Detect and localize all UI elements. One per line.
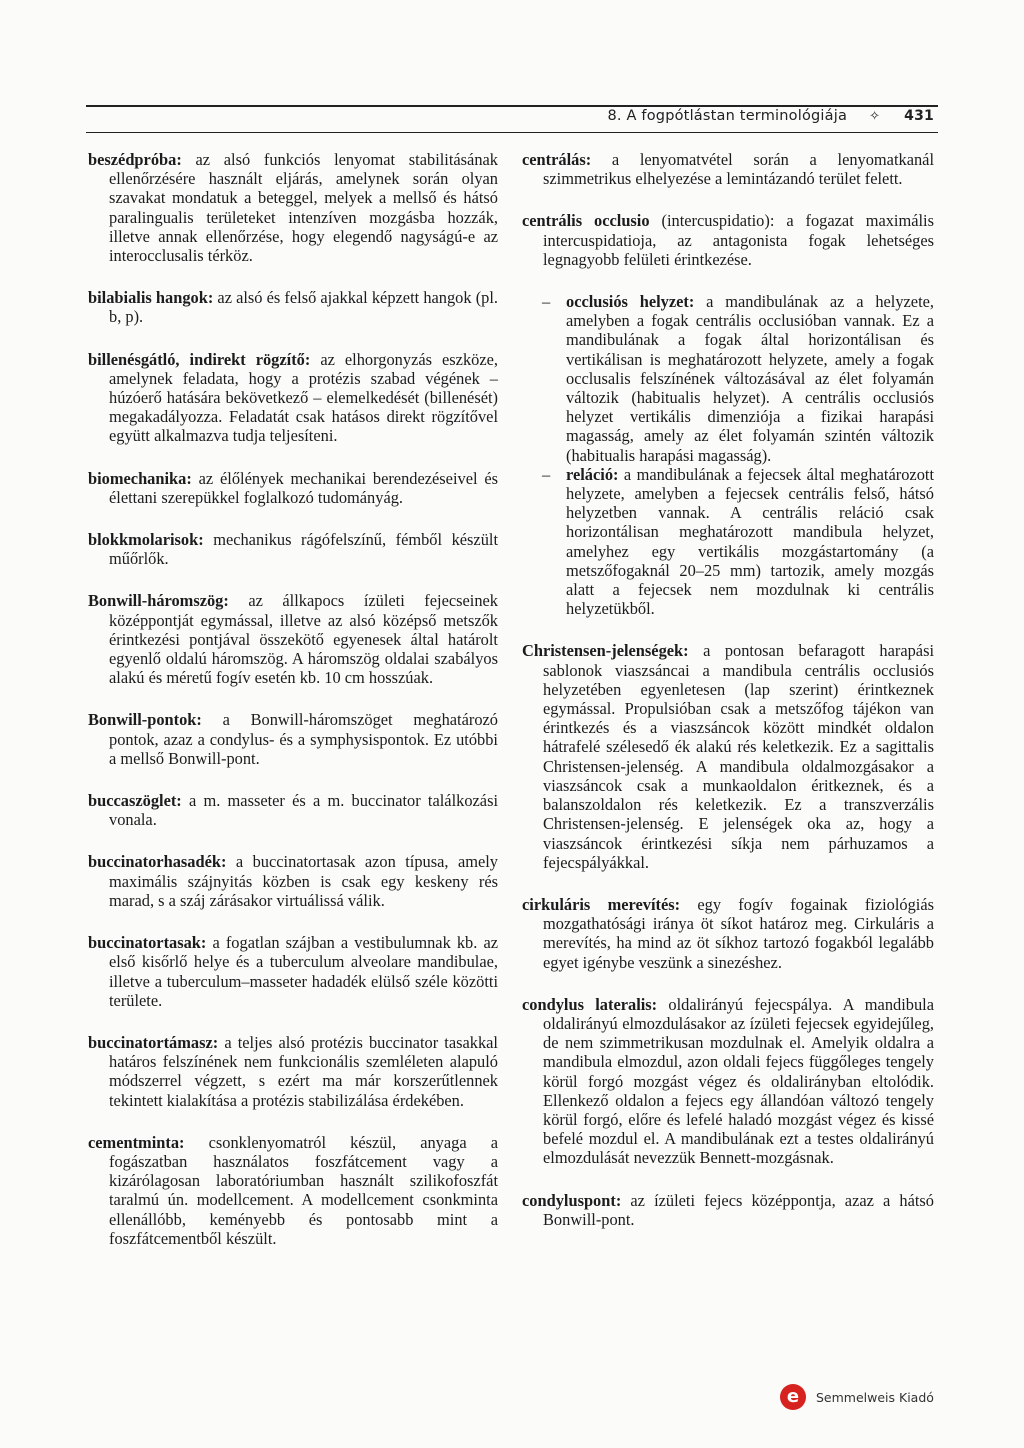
entry-definition: az elhorgonyzás eszköze, amelynek feladata, hogy a protézis szabad végének – húzóerő hatására bekövetkező – elemelkedését (billenését) megakadályozza. Feladatát csak hatásos direkt rögzítővel együtt alkalmazva tudja teljesíteni. xyxy=(109,349,498,446)
entry-term: Bonwill-háromszög: xyxy=(88,591,229,611)
running-head xyxy=(86,108,934,124)
entry-definition: csonklenyomatról készül, anyaga a fogászatban használatos foszfátcement vagy a kizárólagosan laboratóriumban használt szilikofoszfát taralmú ún. modellcement. A modellcement csonkminta ellenállóbb, keményebb és pontosabb mint a foszfátcementből készült. xyxy=(109,1132,498,1248)
glossary-entry xyxy=(88,530,498,568)
entry-term: billenésgátló, indirekt rögzítő: xyxy=(88,349,311,369)
sub-item-definition: a mandibulának az a helyzete, amelyben a fogak centrális occlusióban vannak. Ez a mandibulának a fogak által horizontálisan és vertikálisan is meghatározott helyzete, amely a fogak occlusalis felszínének változásával az élet folyamán változik (habitualis helyzet). A centrális occlusiós helyzet vertikális dimenziója a fizikai harapási magasság, amely az élet folyamán szintén változik (habitualis harapási magasság). xyxy=(566,292,935,465)
page-number: 431 xyxy=(904,108,934,124)
glossary-entry xyxy=(88,591,498,687)
glossary-entry xyxy=(88,852,498,910)
glossary-entry xyxy=(522,641,934,871)
glossary-entry xyxy=(522,150,934,188)
glossary-entry xyxy=(88,150,498,265)
entry-term: buccinatortasak: xyxy=(88,933,207,953)
entry-definition: az élőlények mechanikai berendezéseivel és élettani szerepükkel foglalkozó tudományág. xyxy=(109,468,498,507)
entry-term: condylus lateralis: xyxy=(522,994,658,1014)
glossary-entry xyxy=(88,791,498,829)
entry-term: centrális occlusio xyxy=(522,211,650,231)
entry-definition: a Bonwill-háromszöget meghatározó pontok, azaz a condylus- és a symphysispontok. Ez utóbbi a mellső Bonwill-pont. xyxy=(109,710,498,768)
entry-definition: az alsó és felső ajakkal képzett hangok (pl. b, p). xyxy=(109,288,498,327)
right-column xyxy=(522,150,934,1252)
sub-item xyxy=(522,465,934,619)
glossary-entry xyxy=(88,288,498,326)
entry-definition: oldalirányú fejecspálya. A mandibula oldalirányú elmozdulásakor az ízületi fejecsek egyidejűleg, de nem szimmetrikusan mozdulnak el. Amelyik oldalra a mandibula elmozdul, azon oldali fejecs függőleges tengely körül forgó mozgást végez és oldalirányban eltolódik. Ellenkező oldalon a fejecs egy állandóan változó tengely körül forgó, előre és lefelé haladó mozgást végez és kissé befelé mozdul el. A mandibulának ezt a testes oldalirányú elmozdulását nevezzük Bennett-mozgásnak. xyxy=(543,994,934,1168)
publisher-logo-icon: e xyxy=(780,1384,806,1410)
entry-term: condyluspont: xyxy=(522,1190,622,1210)
entry-term: biomechanika: xyxy=(88,468,192,488)
glossary-entry xyxy=(88,933,498,1010)
entry-term: cementminta: xyxy=(88,1132,185,1152)
entry-definition: (intercuspidatio): a fogazat maximális intercuspidatioja, az antagonista fogak lehetséges legnagyobb felületi érintkezése. xyxy=(543,211,934,269)
entry-term: Christensen-jelenségek: xyxy=(522,641,689,661)
entry-term: buccinatorhasadék: xyxy=(88,852,227,872)
dash-marker: – xyxy=(542,464,551,484)
sub-item-term: reláció: xyxy=(566,464,619,484)
entry-term: bilabialis hangok: xyxy=(88,288,214,308)
entry-definition: a teljes alsó protézis buccinator tasakkal határos felszínének nem funkcionális szemléleten alapuló módszerrel végzett, s ezért ma már korszerűtlennek tekintett kialakítása a protézis stabilizálása érdekében. xyxy=(109,1032,498,1110)
entry-term: Bonwill-pontok: xyxy=(88,710,202,730)
entry-definition: az állkapocs ízületi fejecseinek középpontját egymással, illetve az alsó középső metszők érintkezési pontjával összekötő egyenesek által határolt egyenlő oldalú háromszög. A háromszög oldalai szabályos alakú és méretű fogív esetén kb. 10 cm hosszúak. xyxy=(109,591,498,688)
entry-definition: a pontosan befaragott harapási sablonok viaszsáncai a mandibula centrális occlusiós helyzetében egyenletesen (lap szerint) érintkeznek egymással. Propulsióban csak a metszőfog tájékon van érintkezés és a viaszsáncok között mindkét oldalon hátrafelé szélesedő ék alakú rés keletkezik. Ez a sagittalis Christensen-jelenség. A mandibula oldalmozgásakor a viaszsáncok csak a munkaoldalon éritkeznek, és a balanszoldalon rés keletkezik. Ez a transzverzális Christensen-jelenség. E jelenségek oka az, hogy a viaszsáncok érintkezési síkja nem párhuzamos a fejecspályákkal. xyxy=(543,641,934,872)
glossary-entry xyxy=(88,469,498,507)
entry-term: buccaszöglet: xyxy=(88,791,182,811)
chapter-title: 8. A fogpótlástan terminológiája xyxy=(607,108,848,124)
entry-definition: egy fogív fogainak fiziológiás mozgathatósági iránya öt síkot határoz meg. Cirkuláris a merevítés, ha mind az öt síkhoz tartozó fogakból legalább egyet igénybe veszünk a sinezéshez. xyxy=(543,894,935,972)
entry-definition: mechanikus rágófelszínű, fémből készült műőrlők. xyxy=(109,530,498,569)
entry-definition: a fogatlan szájban a vestibulumnak kb. az első kisőrlő helye és a tuberculum alveolare mandibulae, illetve a tuberculum–masseter hadadék elülső széle közötti területe. xyxy=(109,933,498,1010)
glossary-entry xyxy=(522,895,934,972)
entry-definition: a m. masseter és a m. buccinator találkozási vonala. xyxy=(109,791,498,830)
entry-term: blokkmolarisok: xyxy=(88,530,204,550)
sub-item xyxy=(522,292,934,465)
glossary-entry xyxy=(522,995,934,1168)
entry-term: centrálás: xyxy=(522,150,592,169)
diamond-icon: ✧ xyxy=(869,109,881,124)
glossary-entry xyxy=(88,1133,498,1248)
left-column xyxy=(88,150,498,1271)
entry-definition: az alsó funkciós lenyomat stabilitásának ellenőrzésére használt eljárás, amelynek során olyan szavakat mondatuk a beteggel, melyek a mellső és hátsó paralingualis területeket intenzíven mozgásba hozzák, illetve annak ellenőrzése, hogy elegendő nagyságú-e az interocclusalis térköz. xyxy=(109,150,498,266)
glossary-entry xyxy=(88,1033,498,1110)
entry-definition: a lenyomatvétel során a lenyomatkanál szimmetrikus elhelyezése a lemintázandó terület felett. xyxy=(543,150,934,189)
sub-item-list xyxy=(522,292,934,618)
entry-term: beszédpróba: xyxy=(88,150,182,169)
sub-item-term: occlusiós helyzet: xyxy=(566,292,695,312)
glossary-entry xyxy=(88,350,498,446)
entry-definition: a buccinatortasak azon típusa, amely maximális szájnyitás közben is csak egy keskeny rés marad, s a száj zárásakor virtuálissá válik. xyxy=(109,852,498,910)
glossary-entry xyxy=(522,211,934,269)
header-rule-bottom xyxy=(86,132,938,133)
entry-definition: az ízületi fejecs középpontja, azaz a hátsó Bonwill-pont. xyxy=(543,1190,934,1229)
header-rule-top xyxy=(86,105,938,107)
entry-term: cirkuláris merevítés: xyxy=(522,894,681,914)
glossary-entry xyxy=(88,710,498,768)
publisher-footer xyxy=(780,1384,934,1410)
glossary-entry xyxy=(522,1191,934,1229)
entry-term: buccinatortámasz: xyxy=(88,1032,219,1052)
publisher-name: Semmelweis Kiadó xyxy=(816,1389,934,1405)
sub-item-definition: a mandibulának a fejecsek által meghatározott helyzete, amelyben a fejecsek centrális felső, hátsó helyzetben vannak. A centrális reláció csak horizontálisan meghatározott mandibula helyzet, amelyhez egy vertikális mozgástartomány (a metszőfogaknál 20–25 mm) tartozik, amely mozgás alatt a fejecsek nem mozdulnak ki centrális helyzetükből. xyxy=(566,464,934,619)
dash-marker: – xyxy=(542,292,551,312)
